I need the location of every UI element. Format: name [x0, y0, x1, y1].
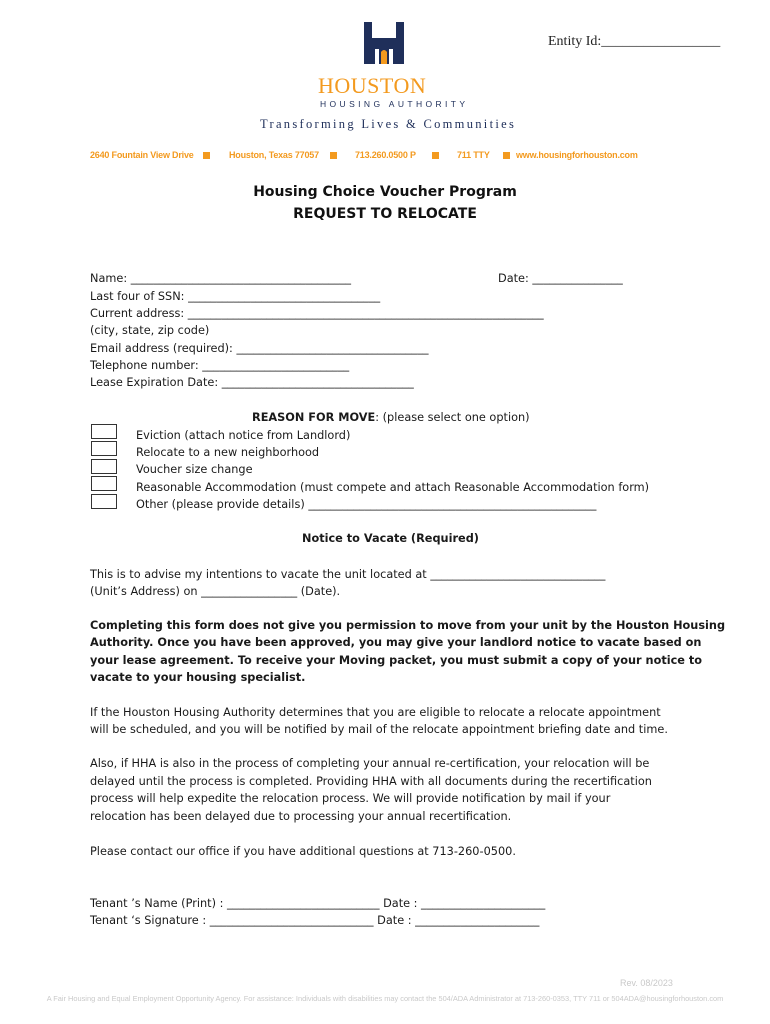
footer-disclaimer: A Fair Housing and Equal Employment Opportunity Agency. For assistance: Individuals with disabilities may contact the 504/ADA Administrator at 713-260-0353, TTY 711 or 504ADA@housingforhouston.com: [46, 994, 724, 1003]
warning-line: Completing this form does not give you permission to move from your unit by the Houston Housing: [90, 619, 726, 632]
separator-square-icon: [503, 152, 510, 159]
recertification-line: relocation has been delayed due to processing your annual recertification.: [90, 810, 512, 823]
tenant-signature-line: Tenant ‘s Signature : _____________________________ Date : ______________________: [90, 914, 540, 927]
program-title: Housing Choice Voucher Program: [253, 184, 517, 200]
notice-line-2: (Unit’s Address) on _________________ (Date).: [90, 585, 341, 598]
tenant-name-line: Tenant ’s Name (Print) : ___________________________ Date : ______________________: [90, 897, 546, 910]
phone-field: Telephone number: __________________________: [90, 359, 350, 372]
reason-option-neighborhood: Relocate to a new neighborhood: [136, 446, 320, 459]
notice-heading: Notice to Vacate (Required): [302, 532, 479, 545]
notice-line-1: This is to advise my intentions to vacate the unit located at _______________________________: [90, 568, 606, 581]
contact-phone: 713.260.0500 P: [355, 150, 416, 160]
separator-square-icon: [203, 152, 210, 159]
tagline: Transforming Lives & Communities: [260, 117, 517, 131]
reason-heading: REASON FOR MOVE: (please select one option): [252, 411, 530, 424]
hha-building-logo-icon: [362, 22, 406, 64]
reason-checkbox-voucher-size[interactable]: [91, 459, 117, 474]
lease-date-field: Lease Expiration Date: __________________________________: [90, 376, 414, 389]
contact-address: 2640 Fountain View Drive: [90, 150, 194, 160]
reason-option-eviction: Eviction (attach notice from Landlord): [136, 429, 351, 442]
reason-option-other: Other (please provide details) ___________________________________________________: [136, 498, 597, 511]
warning-line: your lease agreement. To receive your Moving packet, you must submit a copy of your notice to: [90, 654, 703, 667]
address-field: Current address: _______________________________________________________________: [90, 307, 544, 320]
date-field: Date: ________________: [498, 272, 623, 285]
contact-city: Houston, Texas 77057: [229, 150, 319, 160]
eligibility-line: If the Houston Housing Authority determines that you are eligible to relocate a relocate appointment: [90, 706, 661, 719]
name-field: Name: _______________________________________: [90, 272, 352, 285]
recertification-line: delayed until the process is completed. Providing HHA with all documents during the recertification: [90, 775, 652, 788]
email-field: Email address (required): __________________________________: [90, 342, 429, 355]
recertification-line: process will help expedite the relocation process. We will provide notification by mail if your: [90, 792, 611, 805]
reason-checkbox-other[interactable]: [91, 494, 117, 509]
address-hint: (city, state, zip code): [90, 324, 210, 337]
contact-tty: 711 TTY: [457, 150, 490, 160]
separator-square-icon: [330, 152, 337, 159]
separator-square-icon: [432, 152, 439, 159]
warning-line: vacate to your housing specialist.: [90, 671, 306, 684]
revision-date: Rev. 08/2023: [620, 978, 673, 988]
reason-checkbox-accommodation[interactable]: [91, 476, 117, 491]
form-title: REQUEST TO RELOCATE: [293, 206, 477, 222]
reason-checkbox-eviction[interactable]: [91, 424, 117, 439]
reason-option-voucher-size: Voucher size change: [136, 463, 253, 476]
recertification-line: Also, if HHA is also in the process of completing your annual re-certification, your relocation will be: [90, 757, 650, 770]
logo-title: HOUSTON: [318, 73, 427, 98]
contact-website: www.housingforhouston.com: [516, 150, 638, 160]
logo-subtitle: HOUSING AUTHORITY: [320, 99, 469, 109]
ssn-field: Last four of SSN: __________________________________: [90, 290, 381, 303]
entity-id-field: Entity Id:_________________: [548, 34, 721, 49]
contact-paragraph: Please contact our office if you have additional questions at 713-260-0500.: [90, 845, 516, 858]
reason-checkbox-neighborhood[interactable]: [91, 441, 117, 456]
eligibility-line: will be scheduled, and you will be notified by mail of the relocate appointment briefing date and time.: [90, 723, 668, 736]
reason-option-accommodation: Reasonable Accommodation (must compete and attach Reasonable Accommodation form): [136, 481, 650, 494]
warning-line: Authority. Once you have been approved, you may give your landlord notice to vacate based on: [90, 636, 702, 649]
